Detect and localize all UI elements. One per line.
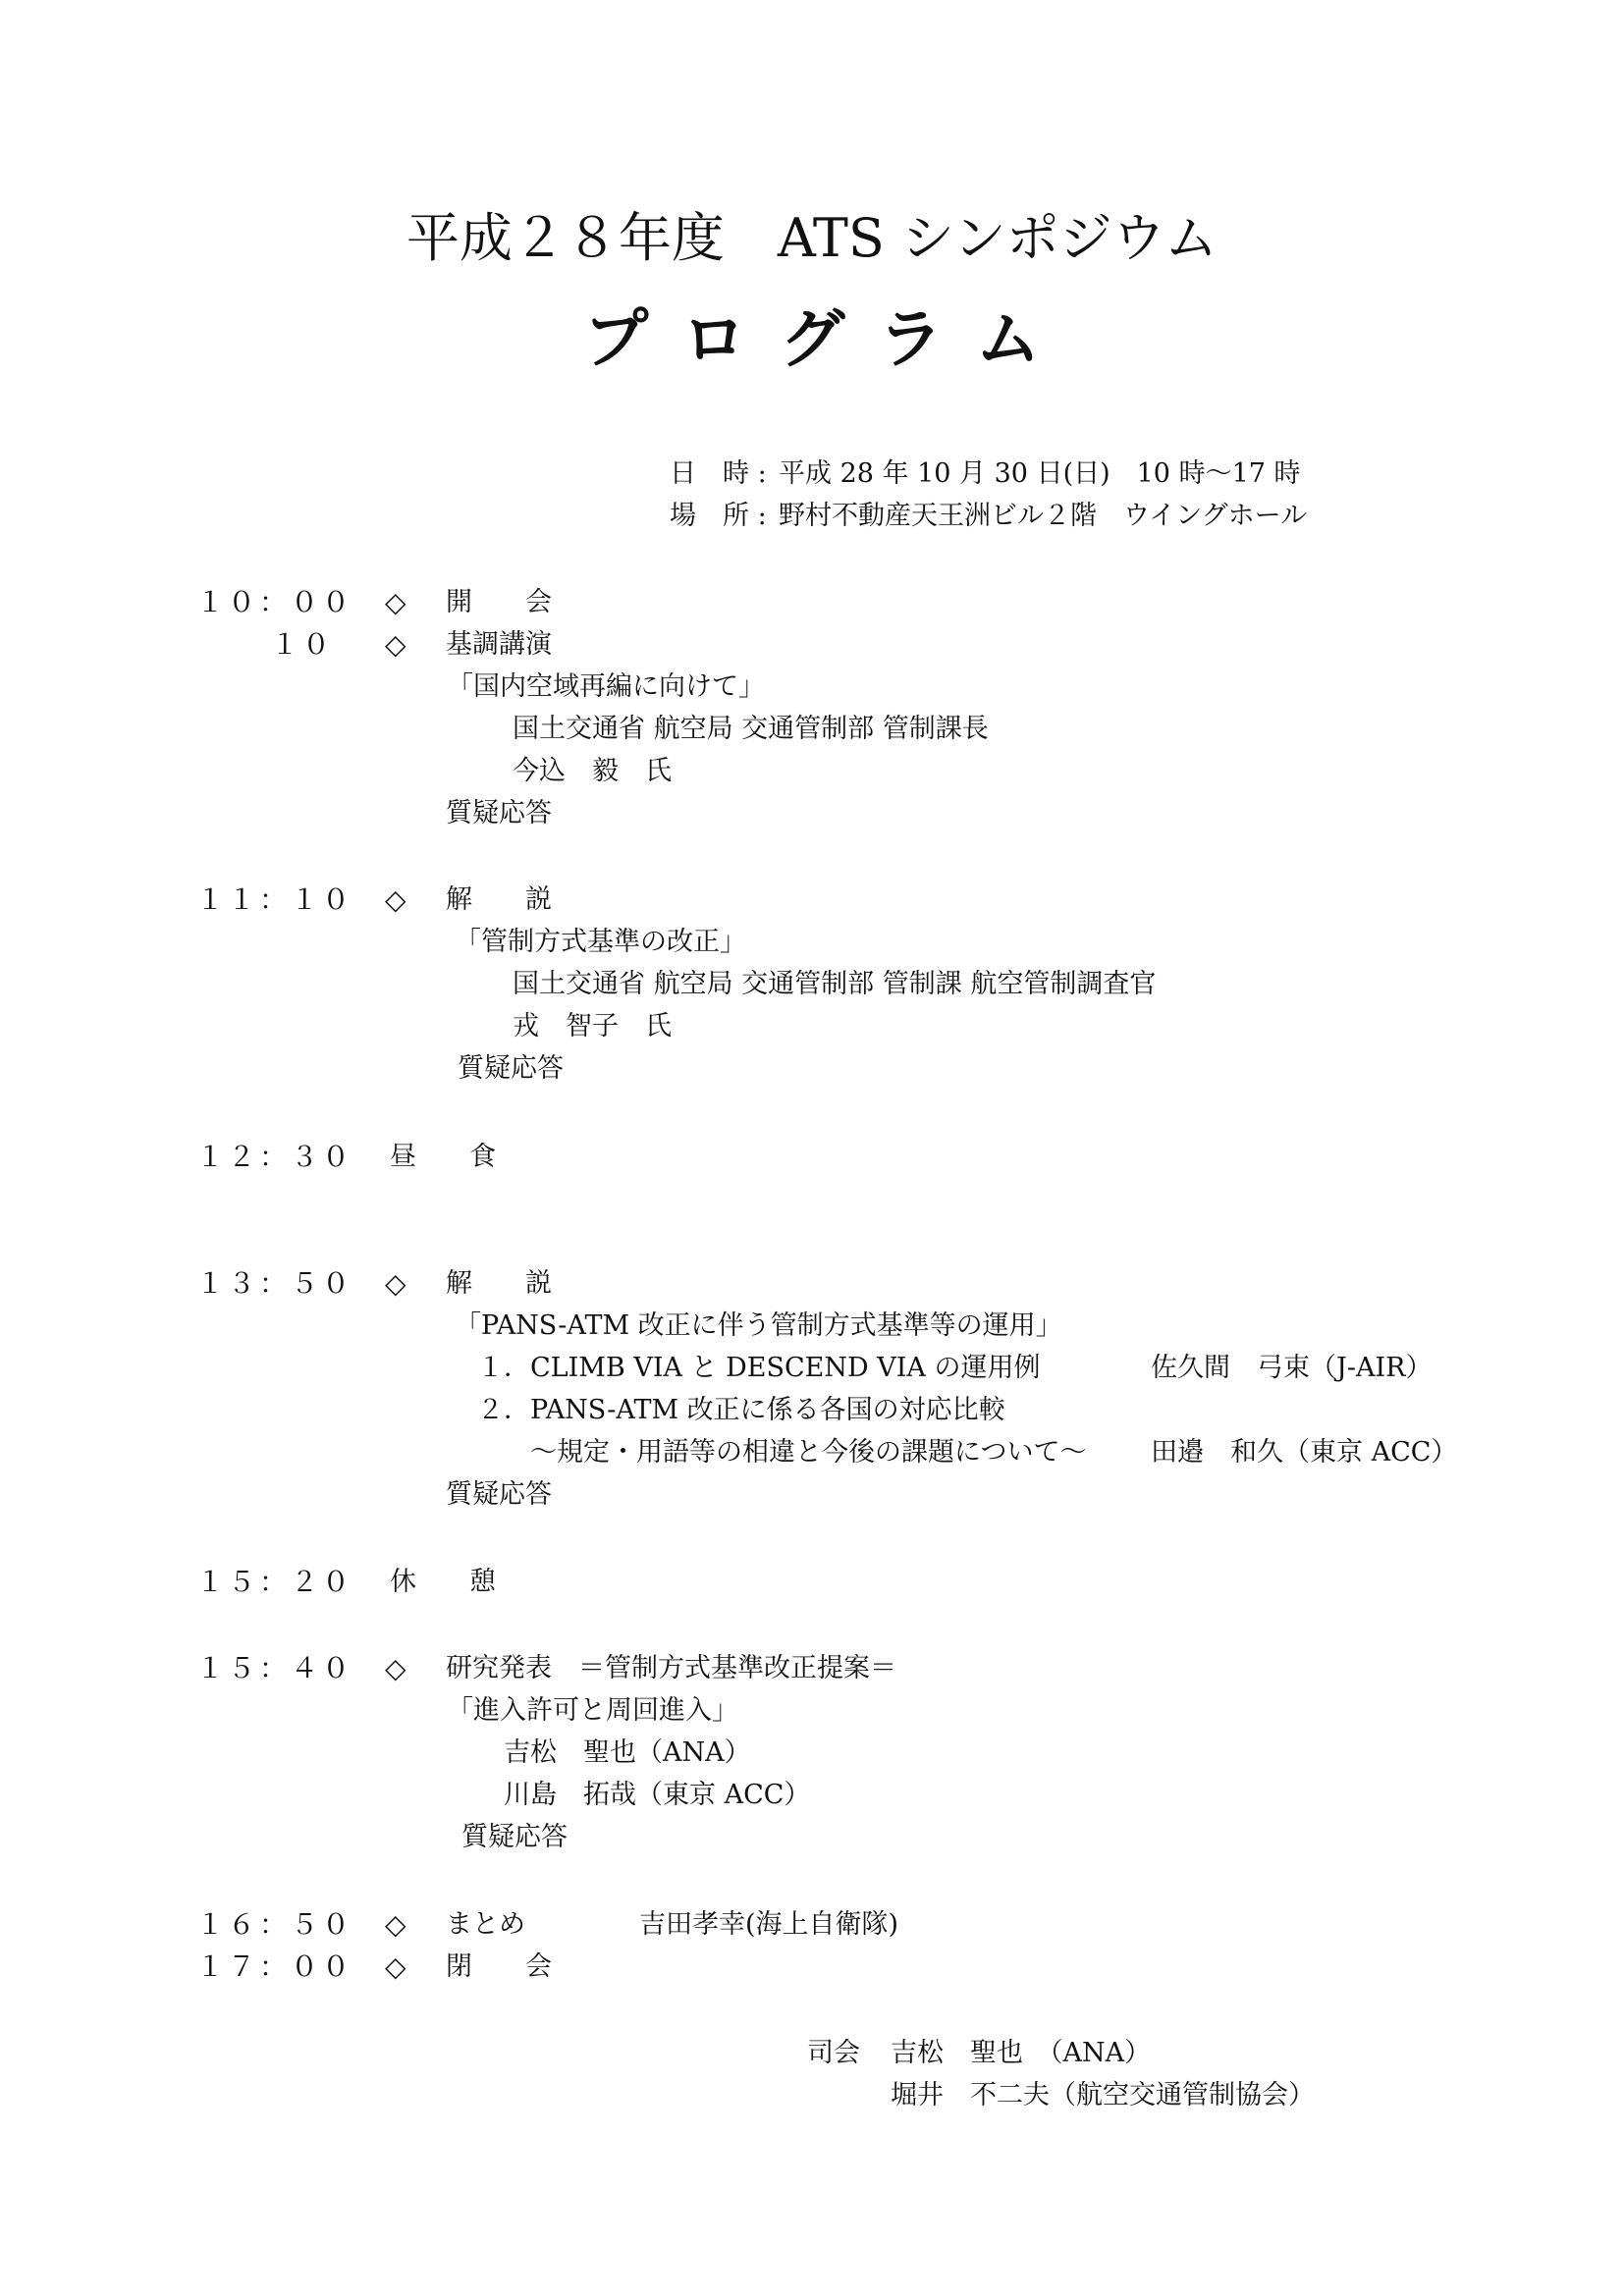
qa-label: 質疑応答 <box>446 798 552 828</box>
diamond-icon: ◇ <box>385 628 406 661</box>
speaker-affiliation: 国土交通省 航空局 交通管制部 管制課 航空管制調査官 <box>513 969 1157 999</box>
speaker-name: 戎 智子 氏 <box>513 1011 672 1041</box>
qa-label: 質疑応答 <box>458 1053 564 1084</box>
emcee-label: 司会 <box>807 2038 860 2068</box>
venue-label: 場 所 : <box>670 501 767 531</box>
presenter-name: 吉田孝幸(海上自衛隊) <box>639 1909 899 1940</box>
session-time: １０ <box>270 628 334 661</box>
date-label: 日 時 : <box>670 458 767 489</box>
session-title: 休 憩 <box>390 1567 496 1597</box>
venue-value: 野村不動産天王洲ビル２階 ウイングホール <box>779 501 1308 531</box>
page-title: 平成２８年度 ATS シンポジウム <box>406 207 1218 269</box>
session-time: １７：００ <box>196 1950 354 1983</box>
qa-label: 質疑応答 <box>461 1822 568 1852</box>
presenter-name: 川島 拓哉（東京 ACC） <box>504 1780 811 1810</box>
presenter-name: 吉松 聖也（ANA） <box>504 1737 751 1768</box>
session-time: １０：００ <box>196 586 354 618</box>
page-subtitle: プログラム <box>583 300 1074 377</box>
date-value: 平成 28 年 10 月 30 日(日) 10 時～17 時 <box>779 458 1301 489</box>
diamond-icon: ◇ <box>385 1267 406 1300</box>
speaker-affiliation: 国土交通省 航空局 交通管制部 管制課長 <box>513 714 989 744</box>
session-topic: 「PANS-ATM 改正に伴う管制方式基準等の運用」 <box>455 1310 1062 1341</box>
session-topic: 「管制方式基準の改正」 <box>455 927 746 957</box>
emcee-name: 堀井 不二夫（航空交通管制協会） <box>891 2080 1315 2110</box>
session-title: 開 会 <box>446 587 552 617</box>
session-topic: 「進入許可と周回進入」 <box>447 1695 738 1726</box>
session-time: １３：５０ <box>196 1267 354 1300</box>
session-time: １５：２０ <box>196 1566 354 1598</box>
diamond-icon: ◇ <box>385 1908 406 1941</box>
session-time: １６：５０ <box>196 1908 354 1941</box>
diamond-icon: ◇ <box>385 586 406 618</box>
session-time: １２：３０ <box>196 1141 354 1173</box>
diamond-icon: ◇ <box>385 1652 406 1684</box>
emcee-name: 吉松 聖也 （ANA） <box>891 2038 1152 2068</box>
session-title: 解 説 <box>446 884 552 915</box>
session-title: 研究発表 ＝管制方式基準改正提案＝ <box>446 1653 896 1683</box>
presenter-name: 佐久間 弓束（J-AIR） <box>1151 1353 1433 1383</box>
session-title: 基調講演 <box>446 629 552 660</box>
qa-label: 質疑応答 <box>446 1479 552 1510</box>
session-time: １１：１０ <box>196 883 354 916</box>
presentation-subtitle: ～規定・用語等の相違と今後の課題について～ <box>530 1437 1087 1468</box>
presentation-item: ２．PANS-ATM 改正に係る各国の対応比較 <box>477 1395 1005 1425</box>
speaker-name: 今込 毅 氏 <box>513 756 672 786</box>
presentation-item: １．CLIMB VIA と DESCEND VIA の運用例 <box>477 1353 1041 1383</box>
session-time: １５：４０ <box>196 1652 354 1684</box>
session-title: 解 説 <box>446 1268 552 1299</box>
session-title: 閉 会 <box>446 1951 552 1982</box>
session-title: まとめ <box>446 1909 525 1940</box>
presenter-name: 田邉 和久（東京 ACC） <box>1151 1437 1458 1468</box>
diamond-icon: ◇ <box>385 1950 406 1983</box>
session-topic: 「国内空域再編に向けて」 <box>447 671 765 702</box>
diamond-icon: ◇ <box>385 883 406 916</box>
session-title: 昼 食 <box>390 1142 496 1172</box>
